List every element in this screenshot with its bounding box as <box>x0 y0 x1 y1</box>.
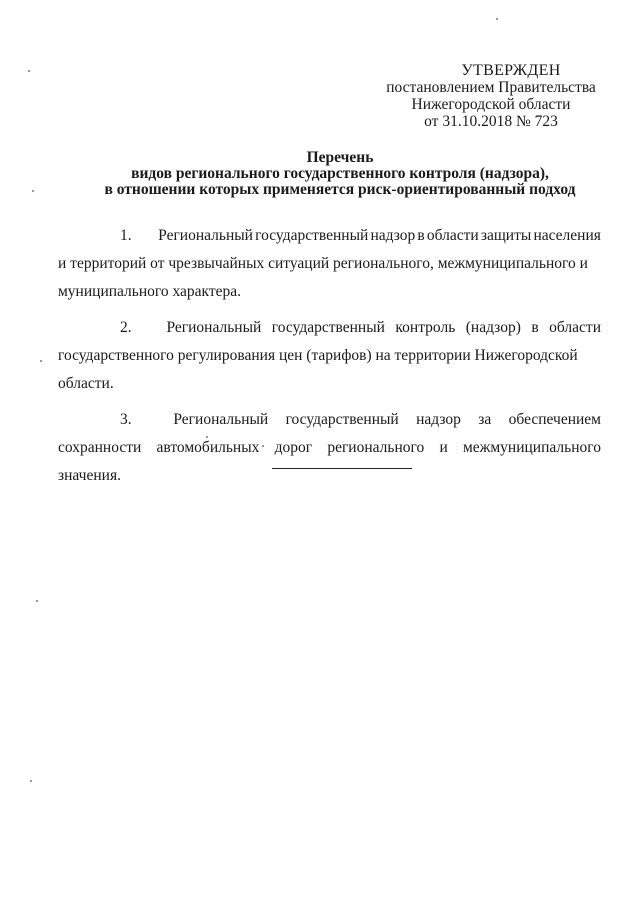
item-word: Региональный <box>158 227 253 244</box>
item-word: в <box>417 227 425 244</box>
item-first-line <box>58 222 601 250</box>
item-word: дорог <box>274 439 313 456</box>
scan-speck <box>36 600 38 602</box>
item-word: регионального <box>327 439 425 456</box>
scan-speck <box>32 190 34 192</box>
approved-heading: УТВЕРЖДЕН <box>461 62 561 79</box>
closing-rule <box>272 468 412 469</box>
item-word: надзор <box>370 227 416 244</box>
item-word: населения <box>533 227 601 244</box>
item-line: муниципального характера. <box>58 283 242 300</box>
document-title <box>60 150 620 198</box>
scan-speck <box>40 360 42 362</box>
item-justified-line <box>58 434 601 462</box>
title-line-approach: в отношении которых применяется риск-ориентированный подход <box>104 181 576 198</box>
item-word: (надзор) <box>465 319 521 336</box>
item-first-line <box>58 314 601 342</box>
item-word: области <box>549 319 601 336</box>
item-word: обеспечением <box>508 411 601 428</box>
item-word: межмуниципального <box>462 439 601 456</box>
title-line-list: Перечень <box>306 149 374 166</box>
item-line: области. <box>58 375 114 392</box>
item-line: и территорий от чрезвычайных ситуаций регионального, межмуниципального и <box>58 255 588 272</box>
scan-speck <box>28 70 30 72</box>
approval-line-date-number: от 31.10.2018 № 723 <box>424 113 558 130</box>
scan-speck <box>262 445 264 447</box>
items-list <box>58 222 601 498</box>
item-word: защиты <box>480 227 532 244</box>
item-word: области <box>426 227 479 244</box>
item-word: сохранности <box>58 439 142 456</box>
approval-line-region: Нижегородской области <box>411 96 571 113</box>
item-first-line <box>58 406 601 434</box>
scan-speck <box>206 436 208 438</box>
item-number: 3. <box>120 411 132 428</box>
item-line: значения. <box>58 467 121 484</box>
list-item <box>58 222 601 306</box>
list-item <box>58 406 601 490</box>
item-word: автомобильных <box>156 439 260 456</box>
item-word: и <box>439 439 448 456</box>
scan-speck <box>496 18 498 20</box>
title-line-kinds: видов регионального государственного контроля (надзора), <box>131 165 549 182</box>
item-line: государственного регулирования цен (тарифов) на территории Нижегородской <box>58 347 578 364</box>
list-item <box>58 314 601 398</box>
item-word: за <box>478 411 492 428</box>
item-number: 2. <box>120 319 132 336</box>
item-word: контроль <box>395 319 456 336</box>
item-word: государственный <box>271 319 385 336</box>
item-word: государственный <box>255 227 369 244</box>
item-word: надзор <box>416 411 461 428</box>
approval-block <box>370 62 612 130</box>
item-number: 1. <box>120 227 132 244</box>
item-word: в <box>531 319 539 336</box>
item-word: Региональный <box>166 319 262 336</box>
scan-speck <box>30 780 32 782</box>
item-word: государственный <box>285 411 399 428</box>
approval-line-resolution: постановлением Правительства <box>386 79 596 96</box>
item-word: Региональный <box>173 411 269 428</box>
